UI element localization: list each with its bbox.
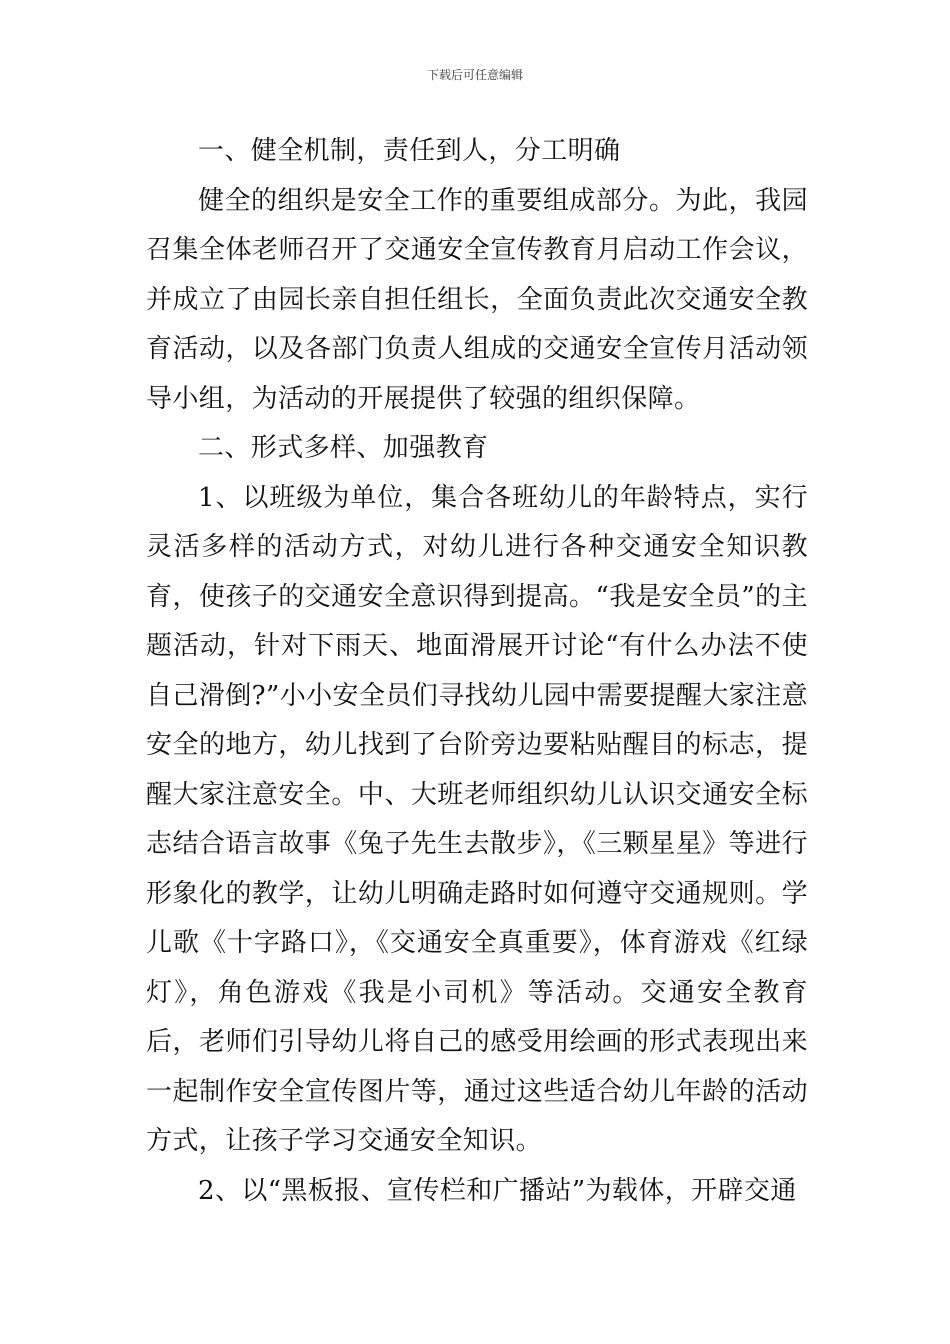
page-header-note: 下载后可任意编辑 [426,68,523,82]
section-1-paragraph: 健全的组织是安全工作的重要组成部分。为此，我园召集全体老师召开了交通安全宣传教育月启动工作会议，并成立了由园长亲自担任组长，全面负责此次交通安全教育活动，以及各部门负责人组成的交通安全宣传月活动领导小组，为活动的开展提供了较强的组织保障。 [146,185,808,414]
section-2-heading: 二、形式多样、加强教育 [198,433,489,463]
section-1-heading: 一、健全机制，责任到人，分工明确 [198,136,621,166]
section-2-item-2-paragraph: 2、以“黑板报、宣传栏和广播站”为载体，开辟交通 [198,1175,797,1206]
document-body [146,127,808,1216]
section-2-item-1-paragraph: 1、以班级为单位，集合各班幼儿的年龄特点，实行灵活多样的活动方式，对幼儿进行各种交通安全知识教育，使孩子的交通安全意识得到提高。“我是安全员”的主题活动，针对下雨天、地面滑展开讨论“有什么办法不使自己滑倒?”小小安全员们寻找幼儿园中需要提醒大家注意安全的地方，幼儿找到了台阶旁边要粘贴醒目的标志，提醒大家注意安全。中、大班老师组织幼儿认识交通安全标志结合语言故事《兔子先生去散步》，《三颗星星》等进行形象化的教学，让幼儿明确走路时如何遵守交通规则。学儿歌《十字路口》，《交通安全真重要》，体育游戏《红绿灯》，角色游戏《我是小司机》等活动。交通安全教育后，老师们引导幼儿将自己的感受用绘画的形式表现出来一起制作安全宣传图片等，通过这些适合幼儿年龄的活动方式，让孩子学习交通安全知识。 [146,482,808,1156]
